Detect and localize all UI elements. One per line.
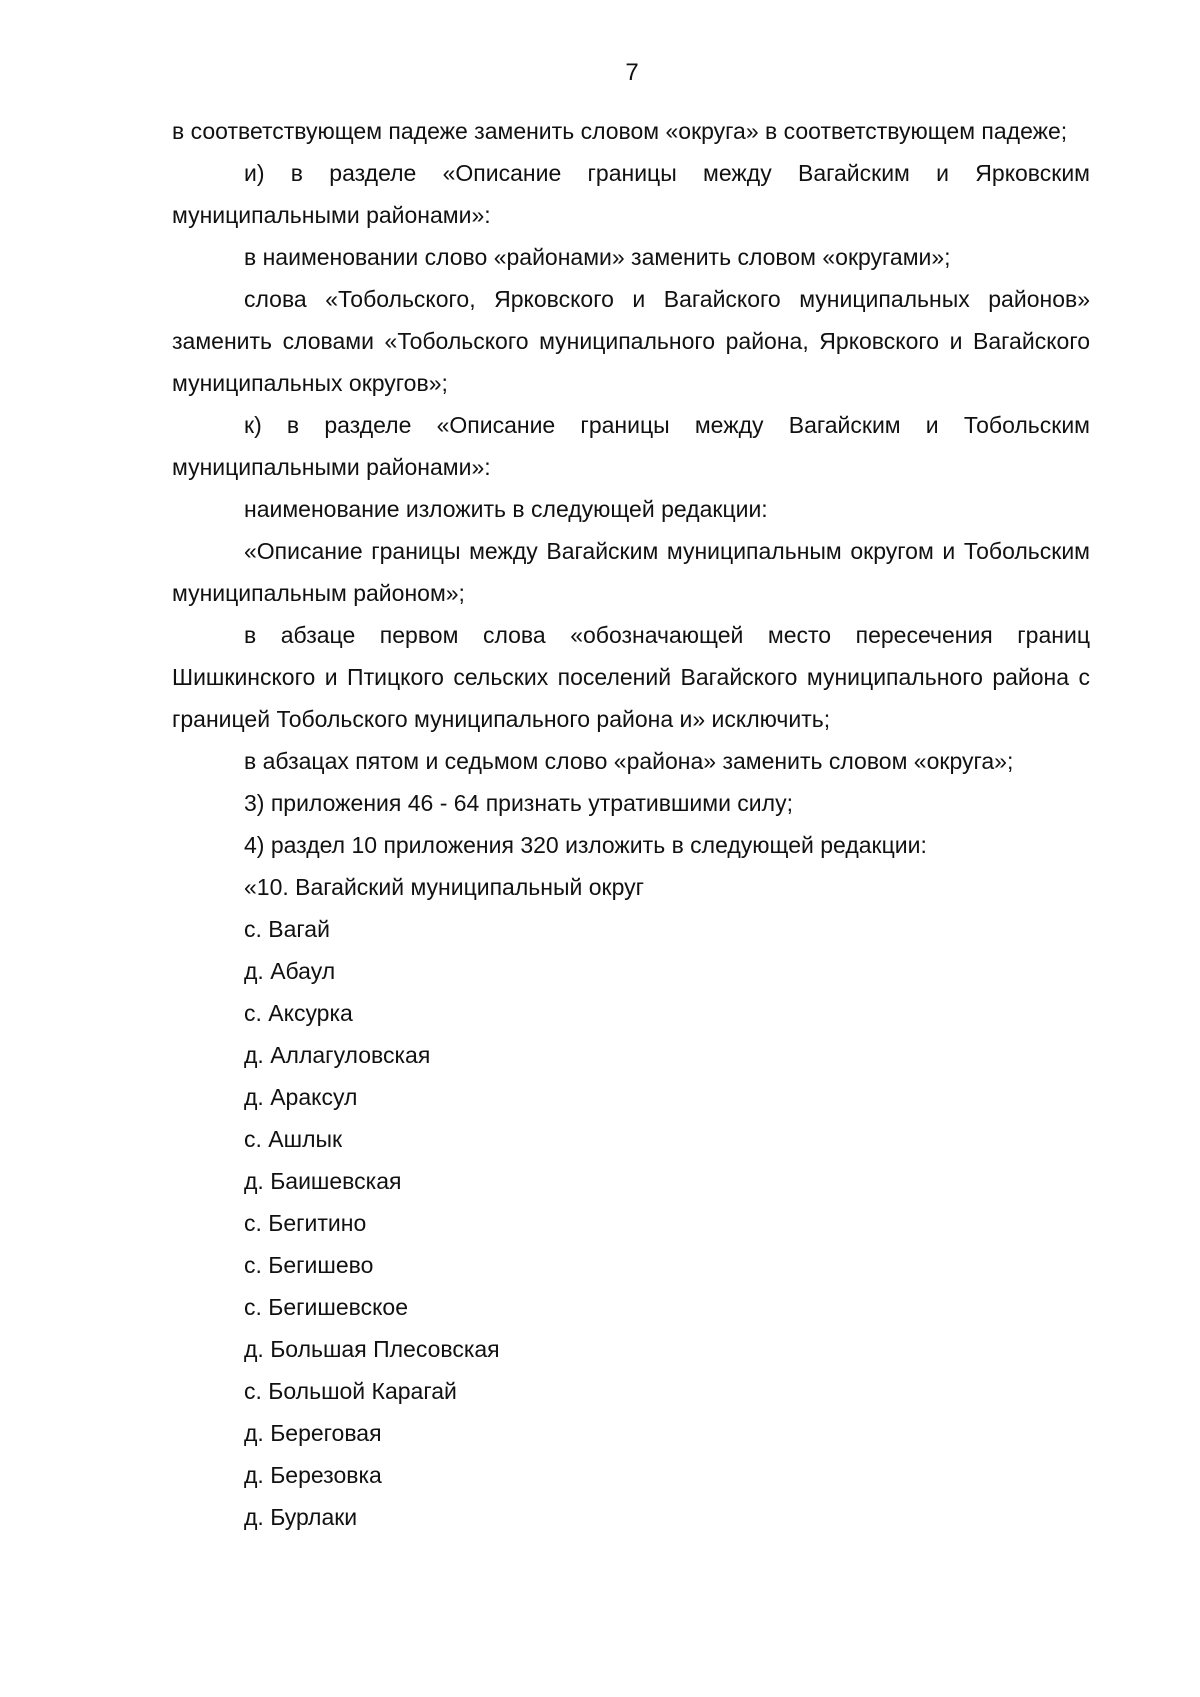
settlement-item: д. Бурлаки [244, 1504, 358, 1530]
paragraph: в наименовании слово «районами» заменить словом «округами»; [244, 244, 951, 270]
paragraph: «Описание границы между Вагайским муниципальным округом и Тобольским муниципальным районом»; [172, 538, 1090, 606]
settlement-item: д. Березовка [244, 1462, 382, 1488]
settlement-item: с. Аксурка [244, 1000, 353, 1026]
settlement-item: с. Ашлык [244, 1126, 343, 1152]
settlement-item: д. Большая Плесовская [244, 1336, 500, 1362]
paragraph: к) в разделе «Описание границы между Вагайским и Тобольским муниципальными районами»: [172, 412, 1090, 480]
settlement-item: с. Бегишево [244, 1252, 374, 1278]
paragraph: «10. Вагайский муниципальный округ [244, 874, 644, 900]
page-number: 7 [625, 59, 639, 86]
settlement-item: с. Бегишевское [244, 1294, 409, 1320]
settlement-item: с. Бегитино [244, 1210, 367, 1236]
paragraph: в абзацах пятом и седьмом слово «района» заменить словом «округа»; [244, 748, 1014, 774]
paragraph-list [172, 110, 1090, 908]
paragraph: слова «Тобольского, Ярковского и Вагайского муниципальных районов» заменить словами «Тобольского муниципального района, Ярковского и Вагайского муниципальных округов»; [172, 286, 1090, 396]
settlement-item: с. Вагай [244, 916, 330, 942]
settlement-item: д. Абаул [244, 958, 336, 984]
paragraph: наименование изложить в следующей редакции: [244, 496, 768, 522]
paragraph: 3) приложения 46 - 64 признать утратившими силу; [244, 790, 793, 816]
paragraph: в соответствующем падеже заменить словом «округа» в соответствующем падеже; [172, 118, 1068, 144]
settlement-item: д. Араксул [244, 1084, 358, 1110]
paragraph: в абзаце первом слова «обозначающей место пересечения границ Шишкинского и Птицкого сельских поселений Вагайского муниципального района с границей Тобольского муниципального района и» исключить; [172, 622, 1090, 732]
paragraph: и) в разделе «Описание границы между Вагайским и Ярковским муниципальными районами»: [172, 160, 1090, 228]
settlement-item: д. Баишевская [244, 1168, 402, 1194]
document-body [172, 110, 1090, 1538]
settlement-item: д. Береговая [244, 1420, 382, 1446]
settlement-item: д. Аллагуловская [244, 1042, 431, 1068]
settlement-list [172, 908, 1090, 1538]
settlement-item: с. Большой Карагай [244, 1378, 457, 1404]
paragraph: 4) раздел 10 приложения 320 изложить в следующей редакции: [244, 832, 927, 858]
